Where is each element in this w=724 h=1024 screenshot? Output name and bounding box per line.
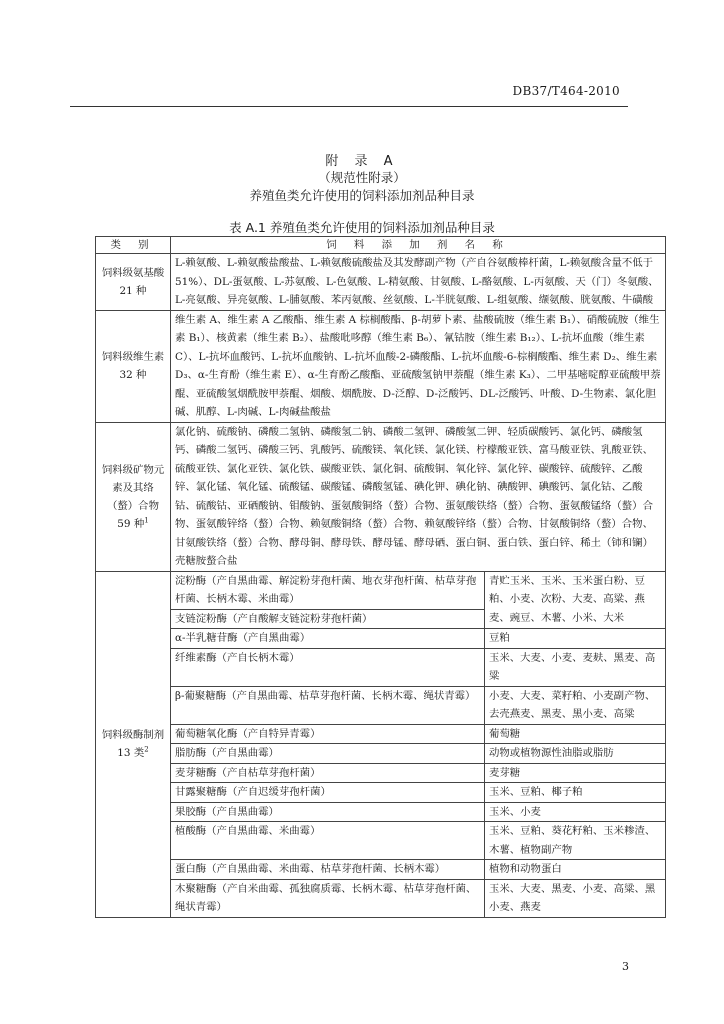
- page-number: 3: [622, 960, 629, 973]
- table-row: [96, 648, 666, 686]
- table-row: [96, 629, 666, 649]
- category-cell: [96, 571, 171, 917]
- table-header-row: [96, 237, 666, 254]
- enzyme-cell: 植酸酶（产自黑曲霉、米曲霉）: [171, 822, 485, 860]
- substrate-cell: 玉米、大麦、黑麦、小麦、高粱、黑小麦、燕麦: [485, 879, 666, 917]
- substrate-cell: 植物和动物蛋白: [485, 860, 666, 880]
- enzyme-cell: 淀粉酶（产自黑曲霉、解淀粉芽孢杆菌、地衣芽孢杆菌、枯草芽孢杆菌、长柄木霉、米曲霉）: [171, 571, 485, 609]
- appendix-title: 附 录 A: [325, 154, 399, 169]
- enzyme-cell: 麦芽糖酶（产自枯草芽孢杆菌）: [171, 763, 485, 783]
- category-cell: [96, 422, 171, 571]
- substrate-cell: 葡萄糖: [485, 724, 666, 744]
- substrate-cell: 动物或植物源性油脂或脂肪: [485, 744, 666, 764]
- table-row: [96, 724, 666, 744]
- header-additive-name: 饲 料 添 加 剂 名 称: [171, 237, 666, 254]
- table-row: [96, 822, 666, 860]
- appendix-main-title: 养殖鱼类允许使用的饲料添加剂品种目录: [249, 188, 475, 203]
- enzyme-cell: 木聚糖酶（产自米曲霉、孤独腐质霉、长柄木霉、枯草芽孢杆菌、绳状青霉）: [171, 879, 485, 917]
- substrate-cell: 玉米、大麦、小麦、麦麸、黑麦、高粱: [485, 648, 666, 686]
- table-row: [96, 763, 666, 783]
- category-cell: [96, 254, 171, 311]
- content-cell: 维生素 A、维生素 A 乙酸酯、维生素 A 棕榈酸酯、β-胡萝卜素、盐酸硫胺（维生素 B₁）、硝酸硫胺（维生素 B₁）、核黄素（维生素 B₂）、盐酸吡哆醇（维生素 B₆）、氰钴胺（维生素 B₁₂）、L-抗坏血酸（维生素 C）、L-抗坏血酸钙、L-抗坏血酸钠、L-抗坏血酸-2-磷酸酯、L-抗坏血酸-6-棕榈酸酯、维生素 D₂、维生素 D₃、α-生育酚（维生素 E）、α-生育酚乙酸酯、亚硫酸氢钠甲萘醌（维生素 K₃）、二甲基嘧啶醇亚硫酸甲萘醌、亚硫酸氢烟酰胺甲萘醌、烟酸、烟酰胺、D-泛醇、D-泛酸钙、DL-泛酸钙、叶酸、D-生物素、氯化胆碱、肌醇、L-肉碱、L-肉碱盐酸盐: [171, 310, 666, 422]
- table-row: [96, 783, 666, 803]
- header-rule: [70, 106, 628, 107]
- enzyme-cell: 甘露聚糖酶（产自迟缓芽孢杆菌）: [171, 783, 485, 803]
- substrate-cell: 玉米、豆粕、椰子粕: [485, 783, 666, 803]
- table-row: [96, 802, 666, 822]
- enzyme-cell: β-葡聚糖酶（产自黑曲霉、枯草芽孢杆菌、长柄木霉、绳状青霉）: [171, 686, 485, 724]
- enzyme-cell: 支链淀粉酶（产自酸解支链淀粉芽孢杆菌）: [171, 609, 485, 629]
- table-row: [96, 860, 666, 880]
- enzyme-cell: α-半乳糖苷酶（产自黑曲霉）: [171, 629, 485, 649]
- appendix-subtitle: （规范性附录）: [318, 170, 406, 185]
- table-row: [96, 571, 666, 609]
- content-cell: L-赖氨酸、L-赖氨酸盐酸盐、L-赖氨酸硫酸盐及其发酵副产物（产自谷氨酸棒杆菌，L-赖氨酸含量不低于 51%）、DL-蛋氨酸、L-苏氨酸、L-色氨酸、L-精氨酸、甘氨酸、L-酪氨酸、L-丙氨酸、天（门）冬氨酸、L-亮氨酸、异亮氨酸、L-脯氨酸、苯丙氨酸、丝氨酸、L-半胱氨酸、L-组氨酸、缬氨酸、胱氨酸、牛磺酸: [171, 254, 666, 311]
- table-row: [96, 310, 666, 422]
- substrate-cell: 玉米、豆粕、葵花籽粕、玉米糁渣、木薯、植物副产物: [485, 822, 666, 860]
- substrate-cell: 玉米、小麦: [485, 802, 666, 822]
- table-row: [96, 254, 666, 311]
- enzyme-cell: 葡萄糖氧化酶（产自特异青霉）: [171, 724, 485, 744]
- footnote-mark: 1: [144, 516, 149, 525]
- table-row: [96, 744, 666, 764]
- table-row: [96, 686, 666, 724]
- additives-table: [95, 236, 666, 918]
- substrate-cell: 青贮玉米、玉米、玉米蛋白粉、豆粕、小麦、次粉、大麦、高粱、燕麦、豌豆、木薯、小米、大米: [485, 571, 666, 629]
- table-caption: 表 A.1 养殖鱼类允许使用的饲料添加剂品种目录: [229, 220, 495, 235]
- substrate-cell: 麦芽糖: [485, 763, 666, 783]
- category-label: 饲料级酶制剂 13 类: [101, 729, 165, 759]
- header-category: 类 别: [96, 237, 171, 254]
- footnote-mark: 2: [144, 745, 149, 754]
- substrate-cell: 豆粕: [485, 629, 666, 649]
- enzyme-cell: 纤维素酶（产自长柄木霉）: [171, 648, 485, 686]
- enzyme-cell: 果胶酶（产自黑曲霉）: [171, 802, 485, 822]
- category-cell: [96, 310, 171, 422]
- category-label: 饲料级维生素 32 种: [101, 351, 165, 381]
- table-row: [96, 422, 666, 571]
- substrate-cell: 小麦、大麦、菜籽粕、小麦副产物、去壳燕麦、黑麦、黑小麦、高粱: [485, 686, 666, 724]
- enzyme-cell: 蛋白酶（产自黑曲霉、米曲霉、枯草芽孢杆菌、长柄木霉）: [171, 860, 485, 880]
- category-label: 饲料级氨基酸 21 种: [101, 266, 165, 297]
- content-cell: 氯化钠、硫酸钠、磷酸二氢钠、磷酸氢二钠、磷酸二氢钾、磷酸氢二钾、轻质碳酸钙、氯化钙、磷酸氢钙、磷酸二氢钙、磷酸三钙、乳酸钙、硫酸镁、氧化镁、氯化镁、柠檬酸亚铁、富马酸亚铁、乳酸亚铁、硫酸亚铁、氯化亚铁、氯化铁、碳酸亚铁、氯化铜、硫酸铜、氧化锌、氯化锌、碳酸锌、硫酸锌、乙酸锌、氯化锰、氧化锰、硫酸锰、碳酸锰、磷酸氢锰、碘化钾、碘化钠、碘酸钾、碘酸钙、氯化钴、乙酸钴、硫酸钴、亚硒酸钠、钼酸钠、蛋氨酸铜络（螯）合物、蛋氨酸铁络（螯）合物、蛋氨酸锰络（螯）合物、蛋氨酸锌络（螯）合物、赖氨酸铜络（螯）合物、赖氨酸锌络（螯）合物、甘氨酸铜络（螯）合物、甘氨酸铁络（螯）合物、酵母铜、酵母铁、酵母锰、酵母硒、蛋白铜、蛋白铁、蛋白锌、稀土（铈和镧）壳糖胺螯合盐: [171, 422, 666, 571]
- standard-code: DB37/T464-2010: [512, 84, 620, 98]
- enzyme-cell: 脂肪酶（产自黑曲霉）: [171, 744, 485, 764]
- table-row: [96, 879, 666, 917]
- category-label: 饲料级矿物元素及其络（螯）合物 59 种: [101, 463, 165, 530]
